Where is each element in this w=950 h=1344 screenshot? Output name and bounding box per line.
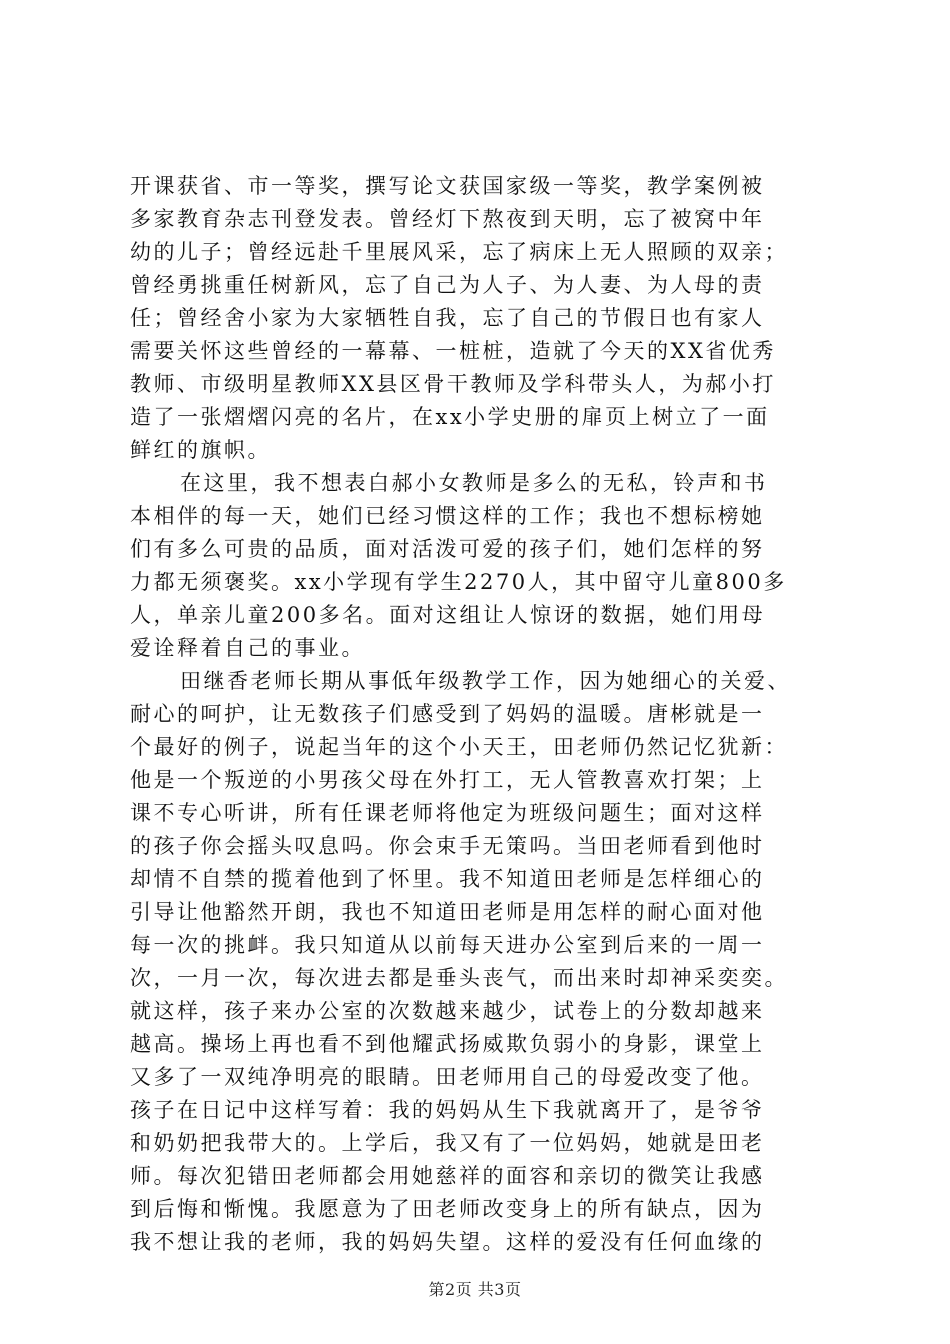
- text-line: 他是一个叛逆的小男孩父母在外打工，无人管教喜欢打架；上: [130, 768, 765, 792]
- text-line: 和奶奶把我带大的。上学后，我又有了一位妈妈，她就是田老: [130, 1131, 765, 1155]
- text-line: 引导让他豁然开朗，我也不知道田老师是用怎样的耐心面对他: [130, 900, 765, 924]
- text-line: 多家教育杂志刊登发表。曾经灯下熬夜到天明，忘了被窝中年: [130, 207, 765, 231]
- text-line: 孩子在日记中这样写着：我的妈妈从生下我就离开了，是爷爷: [130, 1098, 765, 1122]
- text-line: 越高。操场上再也看不到他耀武扬威欺负弱小的身影，课堂上: [130, 1032, 765, 1056]
- text-line: 本相伴的每一天，她们已经习惯这样的工作；我也不想标榜她: [130, 504, 765, 528]
- text-line: 耐心的呵护，让无数孩子们感受到了妈妈的温暖。唐彬就是一: [130, 702, 765, 726]
- text-line: 们有多么可贵的品质，面对活泼可爱的孩子们，她们怎样的努: [130, 537, 765, 561]
- text-line: 爱诠释着自己的事业。: [130, 636, 365, 660]
- text-line: 鲜红的旗帜。: [130, 438, 271, 462]
- page-number-footer: 第2页 共3页: [428, 1280, 522, 1299]
- text-line: 田继香老师长期从事低年级教学工作，因为她细心的关爱、: [180, 669, 791, 693]
- text-line: 却情不自禁的揽着他到了怀里。我不知道田老师是怎样细心的: [130, 867, 765, 891]
- text-line: 我不想让我的老师，我的妈妈失望。这样的爱没有任何血缘的: [130, 1230, 765, 1254]
- text-line: 师。每次犯错田老师都会用她慈祥的面容和亲切的微笑让我感: [130, 1164, 765, 1188]
- text-line: 课不专心听讲，所有任课老师将他定为班级问题生；面对这样: [130, 801, 765, 825]
- text-line: 人，单亲儿童200多名。面对这组让人惊讶的数据，她们用母: [130, 603, 766, 627]
- text-line: 个最好的例子，说起当年的这个小天王，田老师仍然记忆犹新：: [130, 735, 788, 759]
- text-line: 就这样，孩子来办公室的次数越来越少，试卷上的分数却越来: [130, 999, 765, 1023]
- text-line: 次，一月一次，每次进去都是垂头丧气，而出来时却神采奕奕。: [130, 966, 788, 990]
- text-line: 又多了一双纯净明亮的眼睛。田老师用自己的母爱改变了他。: [130, 1065, 765, 1089]
- text-line: 每一次的挑衅。我只知道从以前每天进办公室到后来的一周一: [130, 933, 765, 957]
- text-line: 到后悔和惭愧。我愿意为了田老师改变身上的所有缺点，因为: [130, 1197, 765, 1221]
- text-line: 教师、市级明星教师XX县区骨干教师及学科带头人，为郝小打: [130, 372, 776, 396]
- text-line: 开课获省、市一等奖，撰写论文获国家级一等奖，教学案例被: [130, 174, 765, 198]
- text-line: 曾经勇挑重任树新风，忘了自己为人子、为人妻、为人母的责: [130, 273, 765, 297]
- text-line: 的孩子你会摇头叹息吗。你会束手无策吗。当田老师看到他时: [130, 834, 765, 858]
- text-line: 在这里，我不想表白郝小女教师是多么的无私，铃声和书: [180, 471, 768, 495]
- document-body: [130, 170, 830, 1259]
- text-line: 造了一张熠熠闪亮的名片，在xx小学史册的扉页上树立了一面: [130, 405, 770, 429]
- text-line: 力都无须褒奖。xx小学现有学生2270人，其中留守儿童800多: [130, 570, 787, 594]
- text-line: 需要关怀这些曾经的一幕幕、一桩桩，造就了今天的XX省优秀: [130, 339, 776, 363]
- text-line: 幼的儿子；曾经远赴千里展风采，忘了病床上无人照顾的双亲；: [130, 240, 788, 264]
- text-line: 任；曾经舍小家为大家牺牲自我，忘了自己的节假日也有家人: [130, 306, 765, 330]
